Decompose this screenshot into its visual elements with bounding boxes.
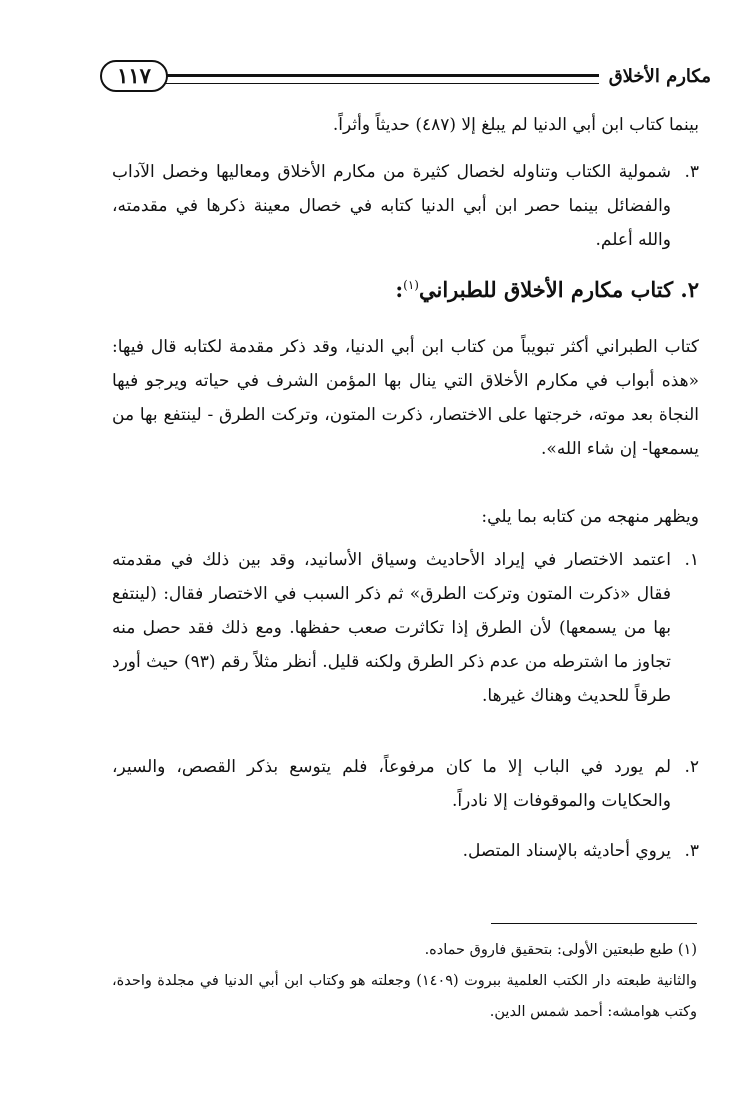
- paragraph-intro: كتاب الطبراني أكثر تبويباً من كتاب ابن أبي الدنيا، وقد ذكر مقدمة لكتابه قال فيها: «هذه أبواب في مكارم الأخلاق التي ينال بها المؤمن الشرف في حياته ويرجو فيها النجاة بعد موته، خرجتها على الاختصار، ذكرت المتون، وتركت الطرق - لينتفع بها من يسمعها- إن شاء الله».: [112, 337, 699, 459]
- footnote-separator: [491, 923, 697, 924]
- list-item-text: اعتمد الاختصار في إيراد الأحاديث وسياق الأسانيد، وقد بين ذلك في مقدمته فقال «ذكرت المتون وتركت الطرق» ثم ذكر السبب في الاختصار فقال: (لينتفع بها من يسمعها) لأن الطرق إذا تكاثرت صعب حفظها. ومع ذلك فقد حصل منه تجاوز ما اشترطه من عدم ذكر الطرق ولكنه قليل. أنظر مثلاً رقم (٩٣) حيث أورد طرقاً للحديث وهناك غيرها.: [112, 550, 671, 706]
- heading-colon: :: [395, 277, 404, 302]
- page-header: [100, 58, 711, 98]
- paragraph-continuation: بينما كتاب ابن أبي الدنيا لم يبلغ إلا (٤٨٧) حديثاً وأثراً.: [332, 115, 699, 135]
- list-item: [112, 750, 699, 818]
- list-number: ٣.: [684, 841, 699, 861]
- paragraph-method: ويظهر منهجه من كتابه بما يلي:: [481, 507, 699, 527]
- footnote-1-continued: والثانية طبعته دار الكتب العلمية ببروت (١٤٠٩) وجعلته هو وكتاب ابن أبي الدنيا في مجلدة واحدة، وكتب هوامشه: أحمد شمس الدين.: [112, 973, 697, 1020]
- header-rule: [152, 74, 599, 84]
- footnote-1: (١) طبع طبعتين الأولى: بتحقيق فاروق حماده.: [424, 942, 697, 958]
- list-number: ٣.: [684, 162, 699, 182]
- page-number: ١١٧: [100, 60, 168, 92]
- list-item-3-prev: [112, 155, 699, 257]
- section-heading: [395, 277, 699, 302]
- running-title: مكارم الأخلاق: [608, 66, 711, 87]
- heading-text: ٢. كتاب مكارم الأخلاق للطبراني: [418, 277, 699, 302]
- footnotes: [112, 935, 697, 1028]
- list-item: [112, 834, 699, 868]
- list-item: [112, 543, 699, 713]
- footnote-ref: (١): [403, 278, 419, 292]
- list-item-text: شمولية الكتاب وتناوله لخصال كثيرة من مكارم الأخلاق ومعاليها وخصل الآداب والفضائل بينما حصر ابن أبي الدنيا كتابه في خصال معينة ذكرها في مقدمته، والله أعلم.: [112, 162, 671, 250]
- list-item-text: لم يورد في الباب إلا ما كان مرفوعاً، فلم يتوسع بذكر القصص، والسير، والحكايات والموقوفات إلا نادراً.: [112, 757, 671, 811]
- list-number: ١.: [684, 550, 699, 570]
- list-number: ٢.: [684, 757, 699, 777]
- list-item-text: يروي أحاديثه بالإسناد المتصل.: [462, 841, 671, 861]
